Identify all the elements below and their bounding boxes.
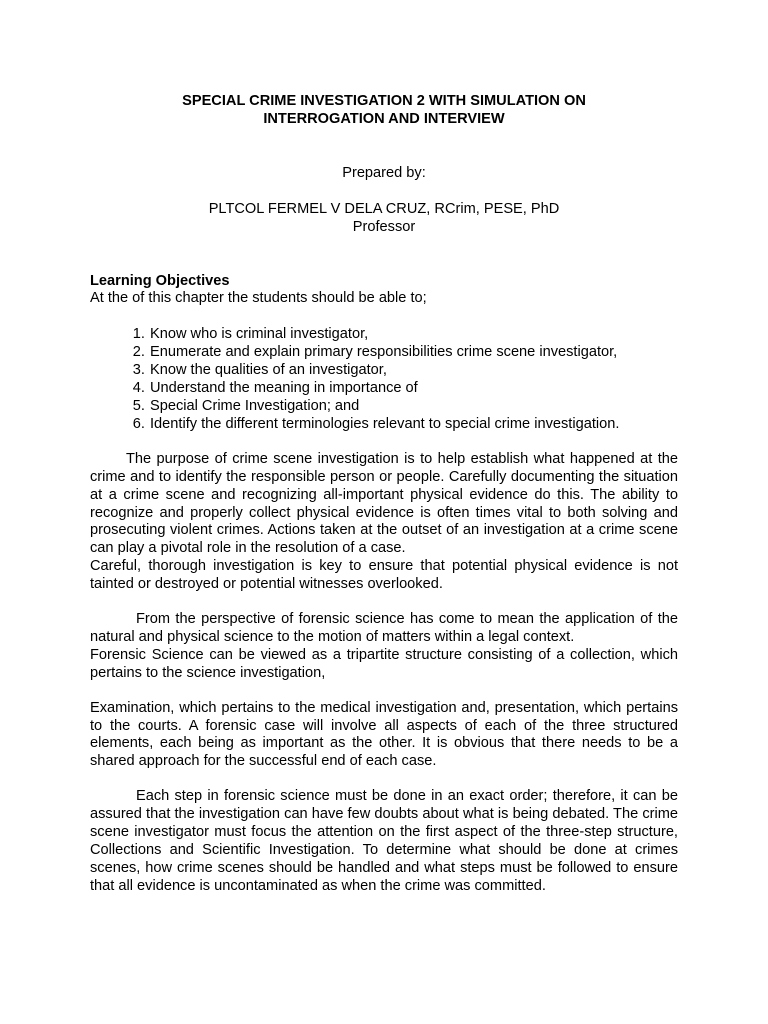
- objective-item: 4. Understand the meaning in importance of: [149, 380, 678, 398]
- spacer: [90, 183, 678, 201]
- objective-item: 1. Know who is criminal investigator,: [149, 326, 678, 344]
- body-paragraph: Each step in forensic science must be done in an exact order; therefore, it can be assured that the investigation can have few doubts about what is being debated. The crime scene investigator must focus the attention on the first aspect of the three-step structure, Collections and Scientific Investigation. To determine what should be done at crimes scenes, how crime scenes should be handled and what steps must be followed to ensure that all evidence is uncontaminated as when the crime was committed.: [90, 788, 678, 894]
- spacer: [90, 237, 678, 273]
- document-page: [90, 93, 678, 896]
- spacer: [90, 434, 678, 451]
- body-paragraph: Forensic Science can be viewed as a tripartite structure consisting of a collection, which pertains to the science investigation,: [90, 646, 678, 681]
- objectives-heading: Learning Objectives: [90, 272, 230, 289]
- spacer: [90, 771, 678, 788]
- body-paragraph: The purpose of crime scene investigation is to help establish what happened at the crime and to identify the responsible person or people. Carefully documenting the situation at a crime scene and recognizing all-important physical evidence do this. The ability to recognize and properly collect physical evidence is often times vital to both solving and prosecuting violent crimes. Actions taken at the outset of an investigation at a crime scene can play a pivotal role in the resolution of a case.: [90, 450, 678, 557]
- objective-item: 3. Know the qualities of an investigator,: [149, 362, 678, 380]
- author-role: Professor: [352, 218, 416, 235]
- body-paragraph: From the perspective of forensic science has come to mean the application of the natural and physical science to the motion of matters within a legal context.: [90, 611, 678, 645]
- spacer: [90, 129, 678, 165]
- objectives-intro: At the of this chapter the students should be able to;: [90, 290, 427, 307]
- body-paragraph: Careful, thorough investigation is key to ensure that potential physical evidence is not tainted or destroyed or potential witnesses overlooked.: [90, 558, 678, 593]
- spacer: [90, 308, 678, 326]
- document-title-line-2: INTERROGATION AND INTERVIEW: [263, 110, 505, 127]
- objective-item: 6. Identify the different terminologies relevant to special crime investigation.: [149, 416, 678, 434]
- prepared-by-label: Prepared by:: [342, 164, 426, 181]
- author-name: PLTCOL FERMEL V DELA CRUZ, RCrim, PESE, PhD: [208, 200, 560, 217]
- document-title-line-1: SPECIAL CRIME INVESTIGATION 2 WITH SIMULATION ON: [182, 93, 586, 109]
- objective-item: 5. Special Crime Investigation; and: [149, 398, 678, 416]
- objective-item: 2. Enumerate and explain primary responsibilities crime scene investigator,: [149, 344, 678, 362]
- body-paragraph: Examination, which pertains to the medical investigation and, presentation, which pertains to the courts. A forensic case will involve all aspects of each of the three structured elements, each being as important as the other. It is obvious that there needs to be a shared approach for the successful end of each case.: [90, 699, 678, 770]
- objectives-list: [90, 326, 678, 433]
- spacer: [90, 594, 678, 611]
- spacer: [90, 683, 678, 700]
